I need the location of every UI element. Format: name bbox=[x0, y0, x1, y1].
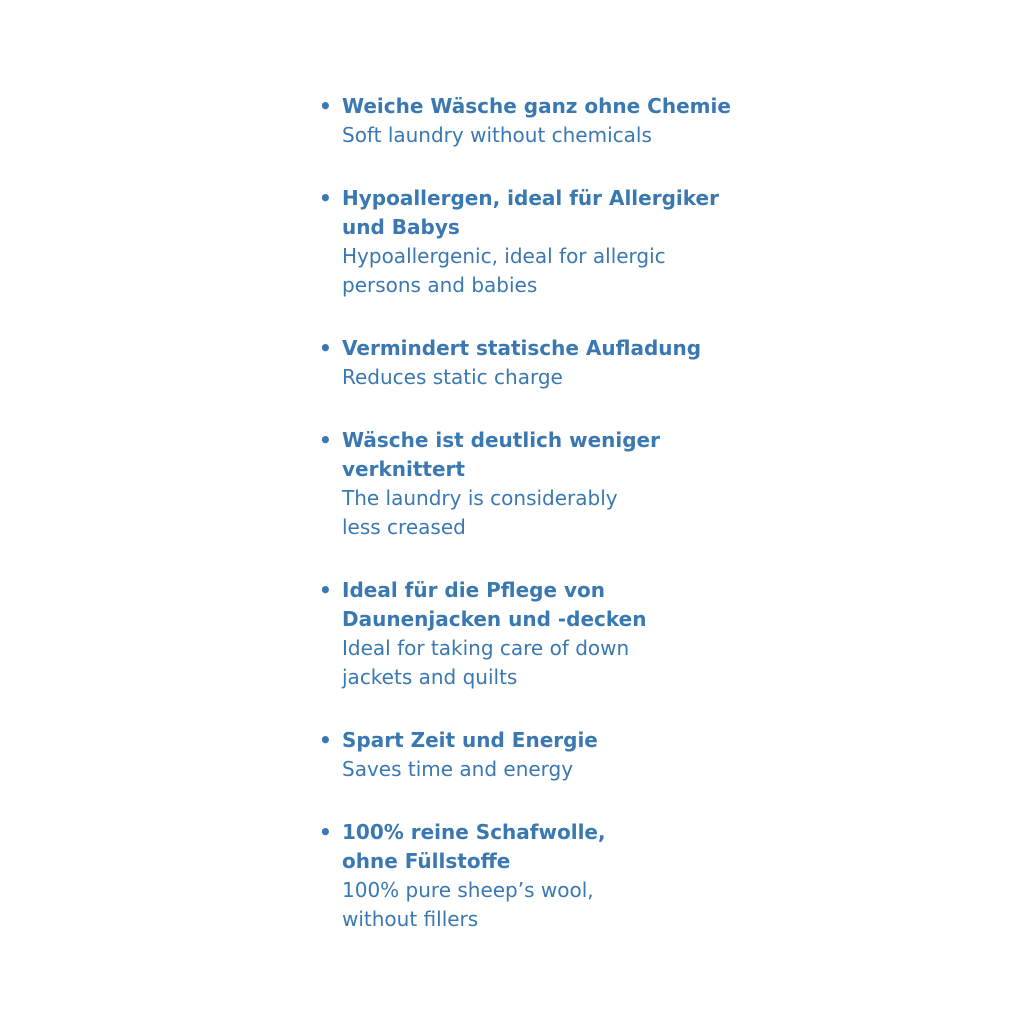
feature-item-soft-laundry bbox=[316, 92, 736, 150]
spacer bbox=[316, 150, 736, 184]
feature-title-en: Ideal for taking care of down jackets and quilts bbox=[342, 636, 630, 689]
feature-title-de: 100% reine Schafwolle, ohne Füllstoffe bbox=[342, 820, 606, 873]
bullet-icon: • bbox=[319, 186, 332, 210]
feature-title-en: Reduces static charge bbox=[342, 365, 563, 389]
feature-item-static-charge bbox=[316, 334, 736, 392]
feature-title-de: Weiche Wäsche ganz ohne Chemie bbox=[342, 94, 731, 118]
spacer bbox=[316, 784, 736, 818]
feature-item-down-care bbox=[316, 576, 736, 692]
feature-title-de: Wäsche ist deutlich weniger verknittert bbox=[342, 428, 660, 481]
bullet-icon: • bbox=[319, 336, 332, 360]
bullet-icon: • bbox=[319, 728, 332, 752]
bullet-icon: • bbox=[319, 578, 332, 602]
feature-title-en: Saves time and energy bbox=[342, 757, 574, 781]
feature-list bbox=[316, 92, 736, 934]
feature-item-less-creased bbox=[316, 426, 736, 542]
feature-title-de: Vermindert statische Aufladung bbox=[342, 336, 702, 360]
feature-title-de: Spart Zeit und Energie bbox=[342, 728, 598, 752]
feature-title-de: Hypoallergen, ideal für Allergiker und Babys bbox=[342, 186, 719, 239]
feature-title-de: Ideal für die Pflege von Daunenjacken und -decken bbox=[342, 578, 647, 631]
spacer bbox=[316, 542, 736, 576]
feature-title-en: 100% pure sheep’s wool, without fillers bbox=[342, 878, 594, 931]
spacer bbox=[316, 692, 736, 726]
feature-title-en: Soft laundry without chemicals bbox=[342, 123, 652, 147]
feature-item-pure-wool bbox=[316, 818, 736, 934]
bullet-icon: • bbox=[319, 94, 332, 118]
feature-title-en: The laundry is considerably less creased bbox=[342, 486, 618, 539]
bullet-icon: • bbox=[319, 820, 332, 844]
feature-item-saves-energy bbox=[316, 726, 736, 784]
feature-item-hypoallergenic bbox=[316, 184, 736, 300]
feature-title-en: Hypoallergenic, ideal for allergic persons and babies bbox=[342, 244, 666, 297]
spacer bbox=[316, 300, 736, 334]
spacer bbox=[316, 392, 736, 426]
bullet-icon: • bbox=[319, 428, 332, 452]
